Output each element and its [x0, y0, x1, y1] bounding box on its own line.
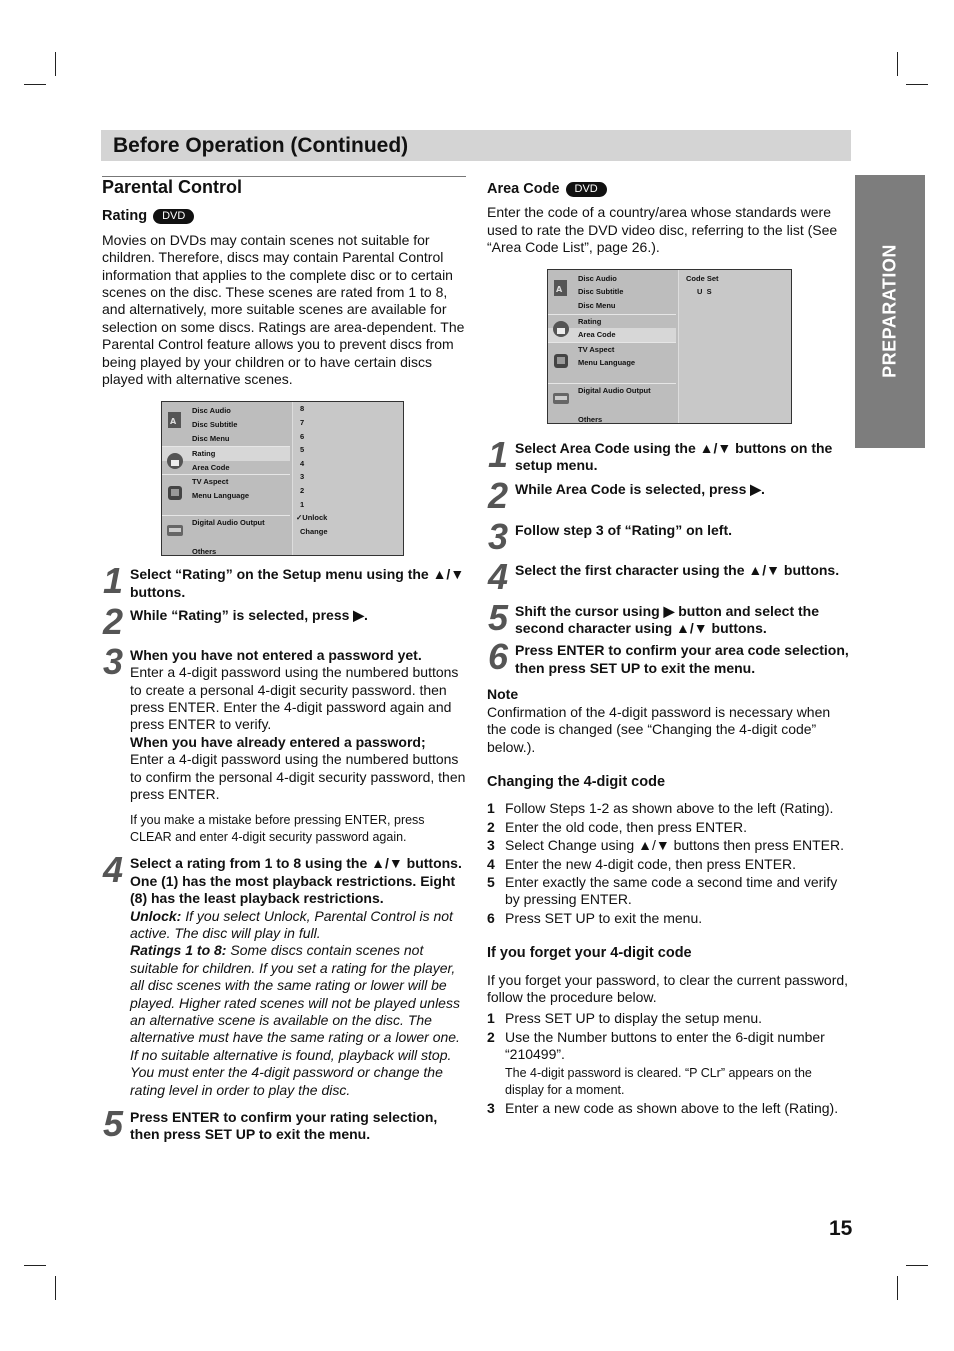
menu-group-lock: [162, 447, 290, 475]
rating-options-panel: [292, 402, 403, 555]
side-tab-label: PREPARATION: [879, 244, 900, 378]
menu-items-panel: [162, 402, 290, 555]
ratings-label: Ratings 1 to 8:: [130, 942, 227, 959]
step-number: 3: [103, 640, 122, 682]
crop-mark: [906, 84, 928, 85]
area-code-setup-menu-screenshot: [547, 269, 792, 424]
dvd-badge: DVD: [566, 182, 607, 197]
rating-step-3: [102, 640, 466, 846]
rating-step-1: [102, 560, 466, 602]
menu-group-disc: [548, 270, 676, 315]
list-item: 5 Enter exactly the same code a second time and verify by pressing ENTER.: [487, 873, 838, 908]
area-code-steps: [487, 433, 851, 678]
area-step-2: [487, 475, 851, 517]
area-step-5: [487, 596, 851, 638]
crop-mark: [55, 52, 56, 76]
crop-mark: [897, 1276, 898, 1300]
step-text: Press ENTER to confirm your area code selection, then press SET UP to exit the menu.: [515, 642, 849, 676]
list-item: 1 Press SET UP to display the setup menu.: [487, 1010, 763, 1027]
step-number: 3: [488, 515, 507, 557]
crop-mark: [906, 1265, 928, 1266]
step-number: 1: [488, 433, 507, 475]
note-heading: Note: [487, 686, 519, 703]
rating-option: 2: [300, 486, 305, 496]
audio-output-icon: [165, 520, 185, 540]
step-number: 6: [488, 636, 507, 678]
step-number: 4: [103, 849, 122, 891]
rating-option: 3: [300, 472, 305, 482]
step-number: 2: [488, 475, 507, 517]
step-number: 4: [488, 556, 507, 598]
list-item: 2 Enter the old code, then press ENTER.: [487, 818, 748, 835]
svg-text:A: A: [170, 417, 177, 427]
page-number: 15: [829, 1217, 853, 1240]
step-text: Shift the cursor using ▶ button and select the second character using ▲/▼ buttons.: [515, 602, 820, 637]
menu-item-area-code: Area Code: [192, 463, 230, 473]
note-text: Confirmation of the 4-digit password is necessary when the code is changed (see “Changing the 4-digit code” below.).: [487, 703, 831, 755]
section-title: Parental Control: [102, 177, 243, 197]
right-column: [487, 176, 851, 1118]
page-title-bar: [101, 130, 851, 161]
crop-mark: [897, 52, 898, 76]
list-item: 6 Press SET UP to exit the menu.: [487, 909, 703, 926]
rating-heading-text: Rating: [102, 208, 148, 225]
area-step-6: [487, 636, 851, 678]
lock-icon: [551, 319, 571, 339]
step-number: 1: [103, 560, 122, 602]
rating-intro: Movies on DVDs may contain scenes not suitable for children. Therefore, discs may contain Parental Control information that applies to the complete disc or to certain scenes on the disc. These scenes are rated from 1 to 8, and alternatively, more suitable scenes are available for selection on some discs. Ratings are area-dependent. The Parental Control feature allows you to prevent discs from being played by your children or to have certain discs played with alternative scenes.: [102, 231, 465, 388]
menu-group-tv: [548, 343, 676, 384]
rating-step-5: [102, 1103, 466, 1145]
list-item: 3 Select Change using ▲/▼ buttons then press ENTER.: [487, 837, 844, 854]
menu-item-rating: Rating: [578, 316, 602, 326]
rating-option: 4: [300, 458, 305, 468]
forget-step-note: The 4-digit password is cleared. “P CLr” appears on the display for a moment.: [505, 1065, 812, 1098]
list-item: 4 Enter the new 4-digit code, then press ENTER.: [487, 855, 797, 872]
rating-option: 5: [300, 445, 305, 455]
rating-step-4: [102, 849, 466, 1099]
menu-item-area-code: Area Code: [548, 328, 676, 342]
step-text: Select the first character using the ▲/▼ buttons.: [515, 562, 840, 579]
step-heading: When you have not entered a password yet.: [130, 646, 422, 663]
forget-code-heading: If you forget your 4-digit code: [487, 945, 692, 962]
area-step-3: [487, 515, 851, 557]
rating-step-2: [102, 601, 466, 643]
code-set-label: Code Set: [686, 273, 719, 283]
step-tip: If you make a mistake before pressing ENTER, press CLEAR and enter 4-digit security password again.: [130, 813, 425, 844]
menu-item-menu-language: Menu Language: [578, 358, 636, 368]
menu-item-rating: Rating: [162, 447, 290, 461]
menu-item-digital-audio-output: Digital Audio Output: [192, 518, 265, 528]
area-step-4: [487, 556, 851, 598]
menu-group-lock: [548, 315, 676, 343]
step-number: 5: [488, 596, 507, 638]
step-text: While “Rating” is selected, press ▶.: [130, 607, 368, 624]
change-code-steps: [487, 800, 851, 927]
left-column: [102, 176, 466, 1150]
crop-mark: [24, 84, 46, 85]
forget-code-intro: If you forget your password, to clear the current password, follow the procedure below.: [487, 971, 849, 1005]
menu-group-audio: [162, 516, 290, 543]
step-text: Select Area Code using the ▲/▼ buttons on the setup menu.: [515, 439, 833, 474]
step-text: Select “Rating” on the Setup menu using the ▲/▼ buttons.: [130, 566, 465, 600]
audio-output-icon: [551, 388, 571, 408]
rating-option: 8: [300, 404, 305, 414]
step-number: 2: [103, 601, 122, 643]
forget-code-steps: [487, 1010, 851, 1117]
step-heading: When you have already entered a password;: [130, 733, 426, 750]
area-code-heading: [487, 181, 851, 198]
rating-option: 1: [300, 499, 305, 509]
svg-text:A: A: [556, 284, 563, 294]
code-set-value: U S: [697, 287, 712, 297]
rating-option: 7: [300, 418, 305, 428]
section-side-tab: [855, 175, 925, 448]
area-code-heading-text: Area Code: [487, 181, 560, 197]
rating-heading: [102, 208, 466, 225]
dvd-badge: DVD: [153, 209, 194, 224]
area-code-intro: Enter the code of a country/area whose standards were used to rate the DVD video disc, referring to the list (See “Area Code List”, page 26.).: [487, 204, 838, 256]
disc-icon: [551, 278, 571, 298]
tv-icon: [551, 351, 571, 371]
ratings-text: Some discs contain scenes not suitable for children. If you set a rating for the player, all disc scenes with the same rating or lower will be played. Higher rated scenes will not be played unless an alternative scene is available on the disc. The alternative must have the same rating or a lower one. If no suitable alternative is found, playback will stop. You must enter the 4-digit password or change the rating level in order to play the disc.: [130, 942, 460, 1098]
menu-group-audio: [548, 384, 676, 411]
menu-item-disc-audio: Disc Audio: [578, 273, 617, 283]
unlock-text: If you select Unlock, Parental Control is not active. The disc will play in full.: [130, 907, 453, 941]
disc-icon: [165, 410, 185, 430]
list-item: 3 Enter a new code as shown above to the left (Rating).: [487, 1099, 839, 1116]
menu-item-disc-menu: Disc Menu: [192, 433, 230, 443]
menu-item-disc-menu: Disc Menu: [578, 300, 616, 310]
tv-icon: [165, 483, 185, 503]
menu-group-tv: [162, 475, 290, 516]
step-text: Enter a 4-digit password using the numbered buttons to create a personal 4-digit security password. then press ENTER. Enter the 4-digit password again and press ENTER to verify.: [130, 664, 459, 733]
code-set-panel: [678, 270, 791, 423]
step-number: 5: [103, 1103, 122, 1145]
step-text: Enter a 4-digit password using the numbered buttons to confirm the personal 4-digit security password, then press ENTER.: [130, 751, 466, 802]
menu-item-tv-aspect: TV Aspect: [192, 477, 229, 487]
menu-item-digital-audio-output: Digital Audio Output: [578, 385, 651, 395]
menu-items-panel: [548, 270, 676, 423]
crop-mark: [24, 1265, 46, 1266]
menu-group-disc: [162, 402, 290, 447]
rating-steps: [102, 560, 466, 1145]
step-text: Follow step 3 of “Rating” on left.: [515, 521, 732, 538]
list-item: 2 Use the Number buttons to enter the 6-digit number “210499”. The 4-digit password is cleared. “P CLr” appears on the display for a moment.: [487, 1028, 825, 1098]
lock-icon: [165, 451, 185, 471]
menu-item-others: Others: [192, 547, 217, 557]
change-code-heading: Changing the 4-digit code: [487, 773, 666, 790]
menu-item-others: Others: [578, 414, 603, 424]
step-text: Select a rating from 1 to 8 using the ▲/▼ buttons. One (1) has the most playback restrictions. Eight (8) has the least playback restrictions.: [130, 855, 462, 907]
list-item: 1 Follow Steps 1-2 as shown above to the left (Rating).: [487, 800, 834, 817]
rating-option-unlock: ✓Unlock: [296, 513, 328, 523]
rating-setup-menu-screenshot: [161, 401, 404, 556]
crop-mark: [55, 1276, 56, 1300]
rating-option: 6: [300, 431, 305, 441]
step-text: While Area Code is selected, press ▶.: [515, 481, 765, 498]
menu-item-disc-subtitle: Disc Subtitle: [192, 420, 238, 430]
page-title: Before Operation (Continued): [113, 134, 409, 157]
rating-option-change: Change: [300, 526, 328, 536]
menu-item-disc-audio: Disc Audio: [192, 406, 231, 416]
unlock-label: Unlock:: [130, 907, 182, 924]
menu-item-disc-subtitle: Disc Subtitle: [578, 287, 624, 297]
menu-item-menu-language: Menu Language: [192, 491, 250, 501]
menu-item-tv-aspect: TV Aspect: [578, 344, 615, 354]
area-step-1: [487, 433, 851, 475]
step-text: Press ENTER to confirm your rating selection, then press SET UP to exit the menu.: [130, 1109, 438, 1143]
